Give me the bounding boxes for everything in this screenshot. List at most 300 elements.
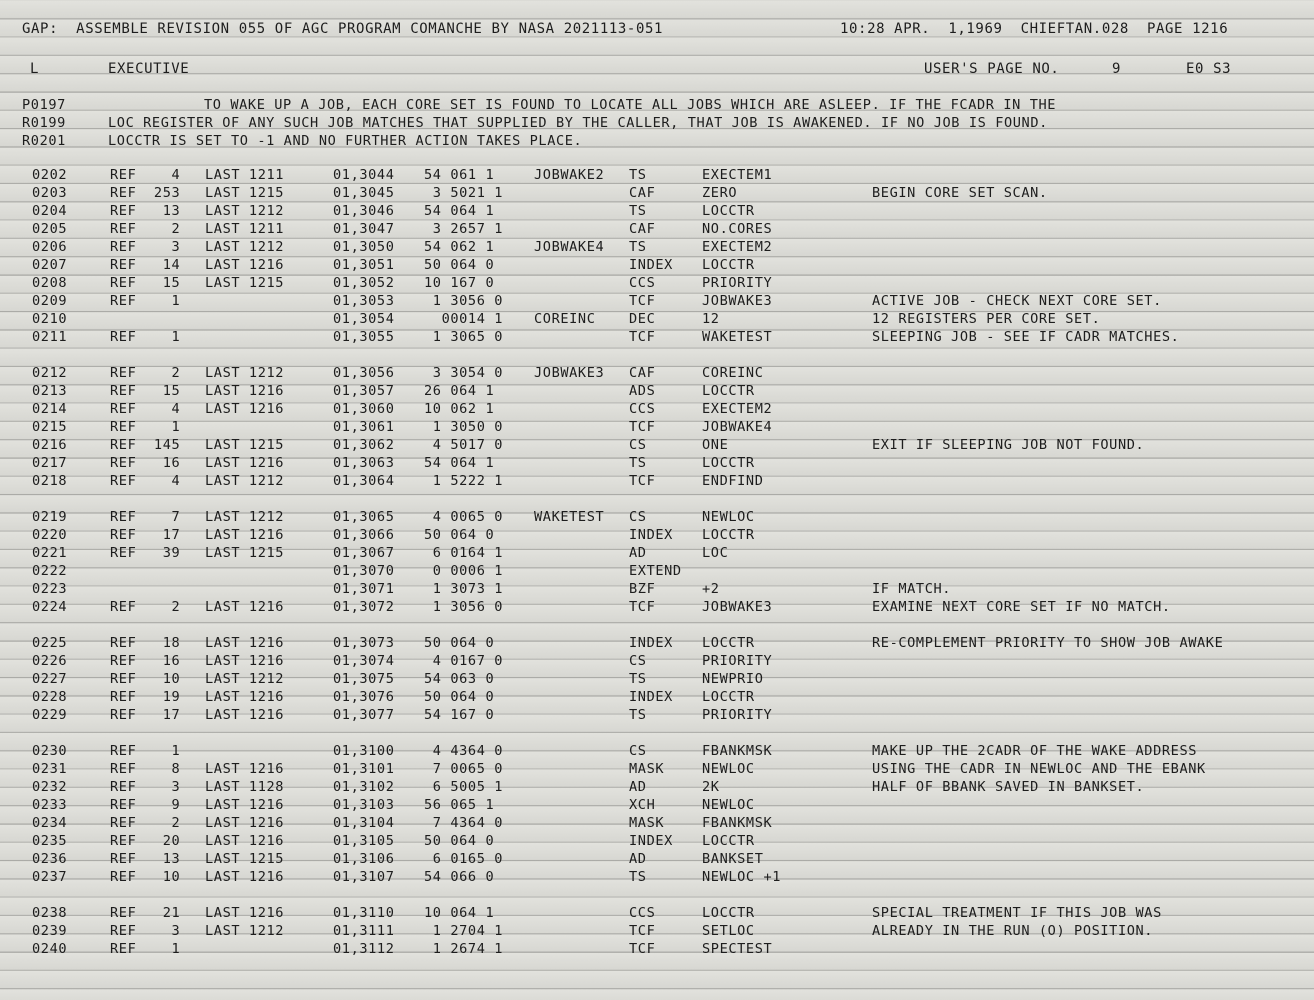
address: 01,3065 (333, 509, 395, 525)
operand: ONE (702, 437, 729, 453)
operand: ENDFIND (702, 473, 764, 489)
line-number: R0201 (22, 133, 66, 149)
last-page: LAST 1216 (205, 761, 285, 777)
opcode: CCS (629, 905, 656, 921)
octal-code: 1 3056 0 (424, 599, 504, 615)
listing-row (0, 688, 1314, 706)
ref-count: REF 2 (110, 221, 181, 237)
opcode: XCH (629, 797, 656, 813)
listing-row (0, 562, 1314, 580)
ref-count: REF 8 (110, 761, 181, 777)
octal-code: 54 062 1 (424, 239, 495, 255)
address: 01,3046 (333, 203, 395, 219)
comment: ACTIVE JOB - CHECK NEXT CORE SET. (872, 293, 1162, 309)
address: 01,3052 (333, 275, 395, 291)
last-page: LAST 1216 (205, 455, 285, 471)
last-page: LAST 1215 (205, 437, 285, 453)
operand: 12 (702, 311, 720, 327)
listing-row (0, 868, 1314, 886)
ref-count: REF 17 (110, 527, 181, 543)
symbol-label: JOBWAKE3 (534, 365, 605, 381)
operand: LOCCTR (702, 833, 755, 849)
line-number: 0213 (32, 383, 68, 399)
last-page: LAST 1216 (205, 797, 285, 813)
line-number: 0225 (32, 635, 68, 651)
opcode: TS (629, 671, 647, 687)
last-page: LAST 1211 (205, 221, 285, 237)
line-number: 0204 (32, 203, 68, 219)
opcode: TS (629, 167, 647, 183)
octal-code: 1 3050 0 (424, 419, 504, 435)
operand: EXECTEM1 (702, 167, 773, 183)
address: 01,3066 (333, 527, 395, 543)
listing-row (0, 526, 1314, 544)
operand: NEWLOC (702, 797, 755, 813)
listing-row (0, 904, 1314, 922)
opcode: BZF (629, 581, 656, 597)
opcode: AD (629, 545, 647, 561)
opcode: TS (629, 707, 647, 723)
ref-count: REF 1 (110, 293, 181, 309)
octal-code: 1 3073 1 (424, 581, 504, 597)
address: 01,3106 (333, 851, 395, 867)
opcode: TCF (629, 329, 656, 345)
ref-count: REF 39 (110, 545, 181, 561)
address: 01,3055 (333, 329, 395, 345)
last-page: LAST 1212 (205, 365, 285, 381)
operand: PRIORITY (702, 707, 773, 723)
line-number: 0231 (32, 761, 68, 777)
line-number: 0237 (32, 869, 68, 885)
line-number: 0203 (32, 185, 68, 201)
address: 01,3064 (333, 473, 395, 489)
comment: EXAMINE NEXT CORE SET IF NO MATCH. (872, 599, 1171, 615)
opcode: INDEX (629, 689, 673, 705)
ref-count: REF 145 (110, 437, 181, 453)
ref-count: REF 18 (110, 635, 181, 651)
run-date-page: 10:28 APR. 1,1969 CHIEFTAN.028 PAGE 1216 (840, 21, 1229, 37)
operand: LOC (702, 545, 729, 561)
assembly-title: GAP: ASSEMBLE REVISION 055 OF AGC PROGRAM COMANCHE BY NASA 2021113-051 (22, 21, 664, 37)
address: 01,3103 (333, 797, 395, 813)
ref-count: REF 3 (110, 239, 181, 255)
octal-code: 3 5021 1 (424, 185, 504, 201)
ref-count: REF 20 (110, 833, 181, 849)
opcode: TS (629, 239, 647, 255)
listing-row (0, 544, 1314, 562)
listing-row (0, 418, 1314, 436)
section-header (0, 60, 1314, 78)
operand: NEWLOC +1 (702, 869, 782, 885)
octal-code: 10 064 1 (424, 905, 495, 921)
line-number: 0232 (32, 779, 68, 795)
ref-count: REF 16 (110, 653, 181, 669)
line-number: 0212 (32, 365, 68, 381)
line-number: 0240 (32, 941, 68, 957)
octal-code: 1 3065 0 (424, 329, 504, 345)
address: 01,3110 (333, 905, 395, 921)
octal-code: 00014 1 (424, 311, 504, 327)
ref-count: REF 1 (110, 419, 181, 435)
operand: +2 (702, 581, 720, 597)
octal-code: 6 5005 1 (424, 779, 504, 795)
octal-code: 10 062 1 (424, 401, 495, 417)
octal-code: 4 0065 0 (424, 509, 504, 525)
octal-code: 56 065 1 (424, 797, 495, 813)
remark-line (0, 96, 1314, 114)
operand: JOBWAKE3 (702, 599, 773, 615)
listing-row (0, 814, 1314, 832)
last-page: LAST 1216 (205, 905, 285, 921)
listing-row (0, 238, 1314, 256)
comment: ALREADY IN THE RUN (O) POSITION. (872, 923, 1154, 939)
opcode: CCS (629, 401, 656, 417)
ref-count: REF 14 (110, 257, 181, 273)
section-marker: L (30, 61, 40, 77)
ref-count: REF 9 (110, 797, 181, 813)
section-name: EXECUTIVE (108, 61, 190, 77)
operand: LOCCTR (702, 203, 755, 219)
opcode: TCF (629, 941, 656, 957)
line-number: 0211 (32, 329, 68, 345)
operand: ZERO (702, 185, 738, 201)
line-number: 0235 (32, 833, 68, 849)
line-number: 0234 (32, 815, 68, 831)
listing-row (0, 166, 1314, 184)
address: 01,3075 (333, 671, 395, 687)
octal-code: 50 064 0 (424, 689, 495, 705)
remark-line (0, 114, 1314, 132)
last-page: LAST 1216 (205, 815, 285, 831)
opcode: INDEX (629, 257, 673, 273)
symbol-label: COREINC (534, 311, 596, 327)
comment: EXIT IF SLEEPING JOB NOT FOUND. (872, 437, 1145, 453)
listing-row (0, 598, 1314, 616)
last-page: LAST 1212 (205, 239, 285, 255)
last-page: LAST 1212 (205, 509, 285, 525)
opcode: TS (629, 455, 647, 471)
ref-count: REF 10 (110, 671, 181, 687)
line-number: 0205 (32, 221, 68, 237)
operand: NEWPRIO (702, 671, 764, 687)
octal-code: 4 4364 0 (424, 743, 504, 759)
comment: MAKE UP THE 2CADR OF THE WAKE ADDRESS (872, 743, 1198, 759)
comment: RE-COMPLEMENT PRIORITY TO SHOW JOB AWAKE (872, 635, 1224, 651)
comment: BEGIN CORE SET SCAN. (872, 185, 1048, 201)
opcode: AD (629, 779, 647, 795)
opcode: CAF (629, 221, 656, 237)
operand: EXECTEM2 (702, 239, 773, 255)
address: 01,3070 (333, 563, 395, 579)
opcode: CAF (629, 365, 656, 381)
listing-row (0, 670, 1314, 688)
operand: NEWLOC (702, 509, 755, 525)
section-code: E0 S3 (1186, 61, 1232, 77)
line-number: 0219 (32, 509, 68, 525)
line-number: 0233 (32, 797, 68, 813)
address: 01,3107 (333, 869, 395, 885)
octal-code: 6 0165 0 (424, 851, 504, 867)
address: 01,3074 (333, 653, 395, 669)
address: 01,3100 (333, 743, 395, 759)
listing-row (0, 382, 1314, 400)
opcode: CS (629, 509, 647, 525)
octal-code: 54 061 1 (424, 167, 495, 183)
last-page: LAST 1212 (205, 671, 285, 687)
octal-code: 54 066 0 (424, 869, 495, 885)
last-page: LAST 1212 (205, 923, 285, 939)
listing-row (0, 436, 1314, 454)
ref-count: REF 4 (110, 167, 181, 183)
operand: LOCCTR (702, 635, 755, 651)
line-number: 0238 (32, 905, 68, 921)
ref-count: REF 13 (110, 851, 181, 867)
listing-row (0, 274, 1314, 292)
opcode: TCF (629, 923, 656, 939)
listing-row (0, 652, 1314, 670)
symbol-label: WAKETEST (534, 509, 605, 525)
operand: SETLOC (702, 923, 755, 939)
octal-code: 1 2704 1 (424, 923, 504, 939)
line-number: 0221 (32, 545, 68, 561)
listing-row (0, 940, 1314, 958)
ref-count: REF 253 (110, 185, 181, 201)
octal-code: 4 5017 0 (424, 437, 504, 453)
octal-code: 3 2657 1 (424, 221, 504, 237)
opcode: CS (629, 653, 647, 669)
last-page: LAST 1216 (205, 401, 285, 417)
ref-count: REF 21 (110, 905, 181, 921)
ref-count: REF 1 (110, 329, 181, 345)
address: 01,3102 (333, 779, 395, 795)
octal-code: 54 063 0 (424, 671, 495, 687)
listing-row (0, 922, 1314, 940)
last-page: LAST 1211 (205, 167, 285, 183)
listing-row (0, 364, 1314, 382)
line-number: 0222 (32, 563, 68, 579)
last-page: LAST 1216 (205, 869, 285, 885)
address: 01,3072 (333, 599, 395, 615)
octal-code: 26 064 1 (424, 383, 495, 399)
line-number: 0216 (32, 437, 68, 453)
octal-code: 54 167 0 (424, 707, 495, 723)
opcode: CCS (629, 275, 656, 291)
last-page: LAST 1216 (205, 383, 285, 399)
line-number: 0239 (32, 923, 68, 939)
octal-code: 1 2674 1 (424, 941, 504, 957)
opcode: INDEX (629, 833, 673, 849)
address: 01,3045 (333, 185, 395, 201)
line-number: 0210 (32, 311, 68, 327)
line-number: 0227 (32, 671, 68, 687)
operand: PRIORITY (702, 275, 773, 291)
listing-row (0, 310, 1314, 328)
last-page: LAST 1212 (205, 473, 285, 489)
ref-count: REF 19 (110, 689, 181, 705)
line-number: 0220 (32, 527, 68, 543)
ref-count: REF 7 (110, 509, 181, 525)
line-number: R0199 (22, 115, 66, 131)
address: 01,3112 (333, 941, 395, 957)
listing-row (0, 742, 1314, 760)
address: 01,3057 (333, 383, 395, 399)
octal-code: 4 0167 0 (424, 653, 504, 669)
address: 01,3053 (333, 293, 395, 309)
line-number: 0207 (32, 257, 68, 273)
last-page: LAST 1215 (205, 545, 285, 561)
opcode: TCF (629, 599, 656, 615)
operand: BANKSET (702, 851, 764, 867)
address: 01,3101 (333, 761, 395, 777)
listing-row (0, 508, 1314, 526)
remark-text: LOCCTR IS SET TO -1 AND NO FURTHER ACTION TAKES PLACE. (108, 133, 583, 149)
address: 01,3105 (333, 833, 395, 849)
address: 01,3111 (333, 923, 395, 939)
last-page: LAST 1216 (205, 653, 285, 669)
address: 01,3061 (333, 419, 395, 435)
listing-row (0, 454, 1314, 472)
line-number: 0236 (32, 851, 68, 867)
octal-code: 50 064 0 (424, 833, 495, 849)
ref-count: REF 16 (110, 455, 181, 471)
last-page: LAST 1216 (205, 257, 285, 273)
operand: WAKETEST (702, 329, 773, 345)
operand: 2K (702, 779, 720, 795)
opcode: INDEX (629, 527, 673, 543)
listing-row (0, 202, 1314, 220)
remark-line (0, 132, 1314, 150)
remark-text: TO WAKE UP A JOB, EACH CORE SET IS FOUND TO LOCATE ALL JOBS WHICH ARE ASLEEP. IF THE FCADR IN THE (204, 97, 1057, 113)
line-number: 0214 (32, 401, 68, 417)
address: 01,3067 (333, 545, 395, 561)
listing-row (0, 220, 1314, 238)
listing-row (0, 472, 1314, 490)
opcode: DEC (629, 311, 656, 327)
line-number: 0217 (32, 455, 68, 471)
remark-text: LOC REGISTER OF ANY SUCH JOB MATCHES THAT SUPPLIED BY THE CALLER, THAT JOB IS AWAKENED. IF NO JOB IS FOUND. (108, 115, 1048, 131)
operand: LOCCTR (702, 455, 755, 471)
octal-code: 7 0065 0 (424, 761, 504, 777)
ref-count: REF 15 (110, 383, 181, 399)
opcode: TCF (629, 293, 656, 309)
listing-row (0, 706, 1314, 724)
ref-count: REF 2 (110, 815, 181, 831)
last-page: LAST 1212 (205, 203, 285, 219)
operand: LOCCTR (702, 527, 755, 543)
octal-code: 1 3056 0 (424, 293, 504, 309)
comment: USING THE CADR IN NEWLOC AND THE EBANK (872, 761, 1206, 777)
address: 01,3054 (333, 311, 395, 327)
line-number: 0202 (32, 167, 68, 183)
opcode: TS (629, 869, 647, 885)
ref-count: REF 3 (110, 779, 181, 795)
opcode: EXTEND (629, 563, 682, 579)
opcode: CS (629, 437, 647, 453)
octal-code: 50 064 0 (424, 527, 495, 543)
last-page: LAST 1128 (205, 779, 285, 795)
operand: SPECTEST (702, 941, 773, 957)
ref-count: REF 2 (110, 365, 181, 381)
octal-code: 1 5222 1 (424, 473, 504, 489)
operand: JOBWAKE4 (702, 419, 773, 435)
line-number: 0215 (32, 419, 68, 435)
listing-row (0, 580, 1314, 598)
symbol-label: JOBWAKE2 (534, 167, 605, 183)
ref-count: REF 15 (110, 275, 181, 291)
line-number: 0218 (32, 473, 68, 489)
octal-code: 54 064 1 (424, 203, 495, 219)
line-number: 0208 (32, 275, 68, 291)
last-page: LAST 1216 (205, 707, 285, 723)
page-header (0, 20, 1314, 38)
address: 01,3077 (333, 707, 395, 723)
listing-row (0, 184, 1314, 202)
listing-row (0, 832, 1314, 850)
address: 01,3076 (333, 689, 395, 705)
comment: 12 REGISTERS PER CORE SET. (872, 311, 1101, 327)
address: 01,3073 (333, 635, 395, 651)
ref-count: REF 17 (110, 707, 181, 723)
line-number: 0223 (32, 581, 68, 597)
address: 01,3071 (333, 581, 395, 597)
opcode: TCF (629, 419, 656, 435)
operand: LOCCTR (702, 257, 755, 273)
octal-code: 0 0006 1 (424, 563, 504, 579)
octal-code: 50 064 0 (424, 635, 495, 651)
last-page: LAST 1216 (205, 689, 285, 705)
address: 01,3104 (333, 815, 395, 831)
address: 01,3063 (333, 455, 395, 471)
listing-row (0, 760, 1314, 778)
address: 01,3047 (333, 221, 395, 237)
last-page: LAST 1216 (205, 527, 285, 543)
line-number: 0224 (32, 599, 68, 615)
comment: IF MATCH. (872, 581, 952, 597)
ref-count: REF 1 (110, 941, 181, 957)
operand: NEWLOC (702, 761, 755, 777)
operand: LOCCTR (702, 689, 755, 705)
comment: SPECIAL TREATMENT IF THIS JOB WAS (872, 905, 1162, 921)
ref-count: REF 3 (110, 923, 181, 939)
octal-code: 7 4364 0 (424, 815, 504, 831)
operand: NO.CORES (702, 221, 773, 237)
opcode: MASK (629, 815, 665, 831)
octal-code: 10 167 0 (424, 275, 495, 291)
last-page: LAST 1215 (205, 851, 285, 867)
listing-row (0, 796, 1314, 814)
address: 01,3050 (333, 239, 395, 255)
listing-row (0, 256, 1314, 274)
line-number: 0228 (32, 689, 68, 705)
opcode: TCF (629, 473, 656, 489)
line-number: 0206 (32, 239, 68, 255)
operand: LOCCTR (702, 383, 755, 399)
address: 01,3056 (333, 365, 395, 381)
opcode: ADS (629, 383, 656, 399)
listing-row (0, 292, 1314, 310)
operand: PRIORITY (702, 653, 773, 669)
last-page: LAST 1215 (205, 185, 285, 201)
comment: SLEEPING JOB - SEE IF CADR MATCHES. (872, 329, 1180, 345)
last-page: LAST 1216 (205, 635, 285, 651)
ref-count: REF 13 (110, 203, 181, 219)
line-number: 0226 (32, 653, 68, 669)
octal-code: 3 3054 0 (424, 365, 504, 381)
listing-row (0, 400, 1314, 418)
listing-row (0, 328, 1314, 346)
listing-row (0, 778, 1314, 796)
ref-count: REF 1 (110, 743, 181, 759)
